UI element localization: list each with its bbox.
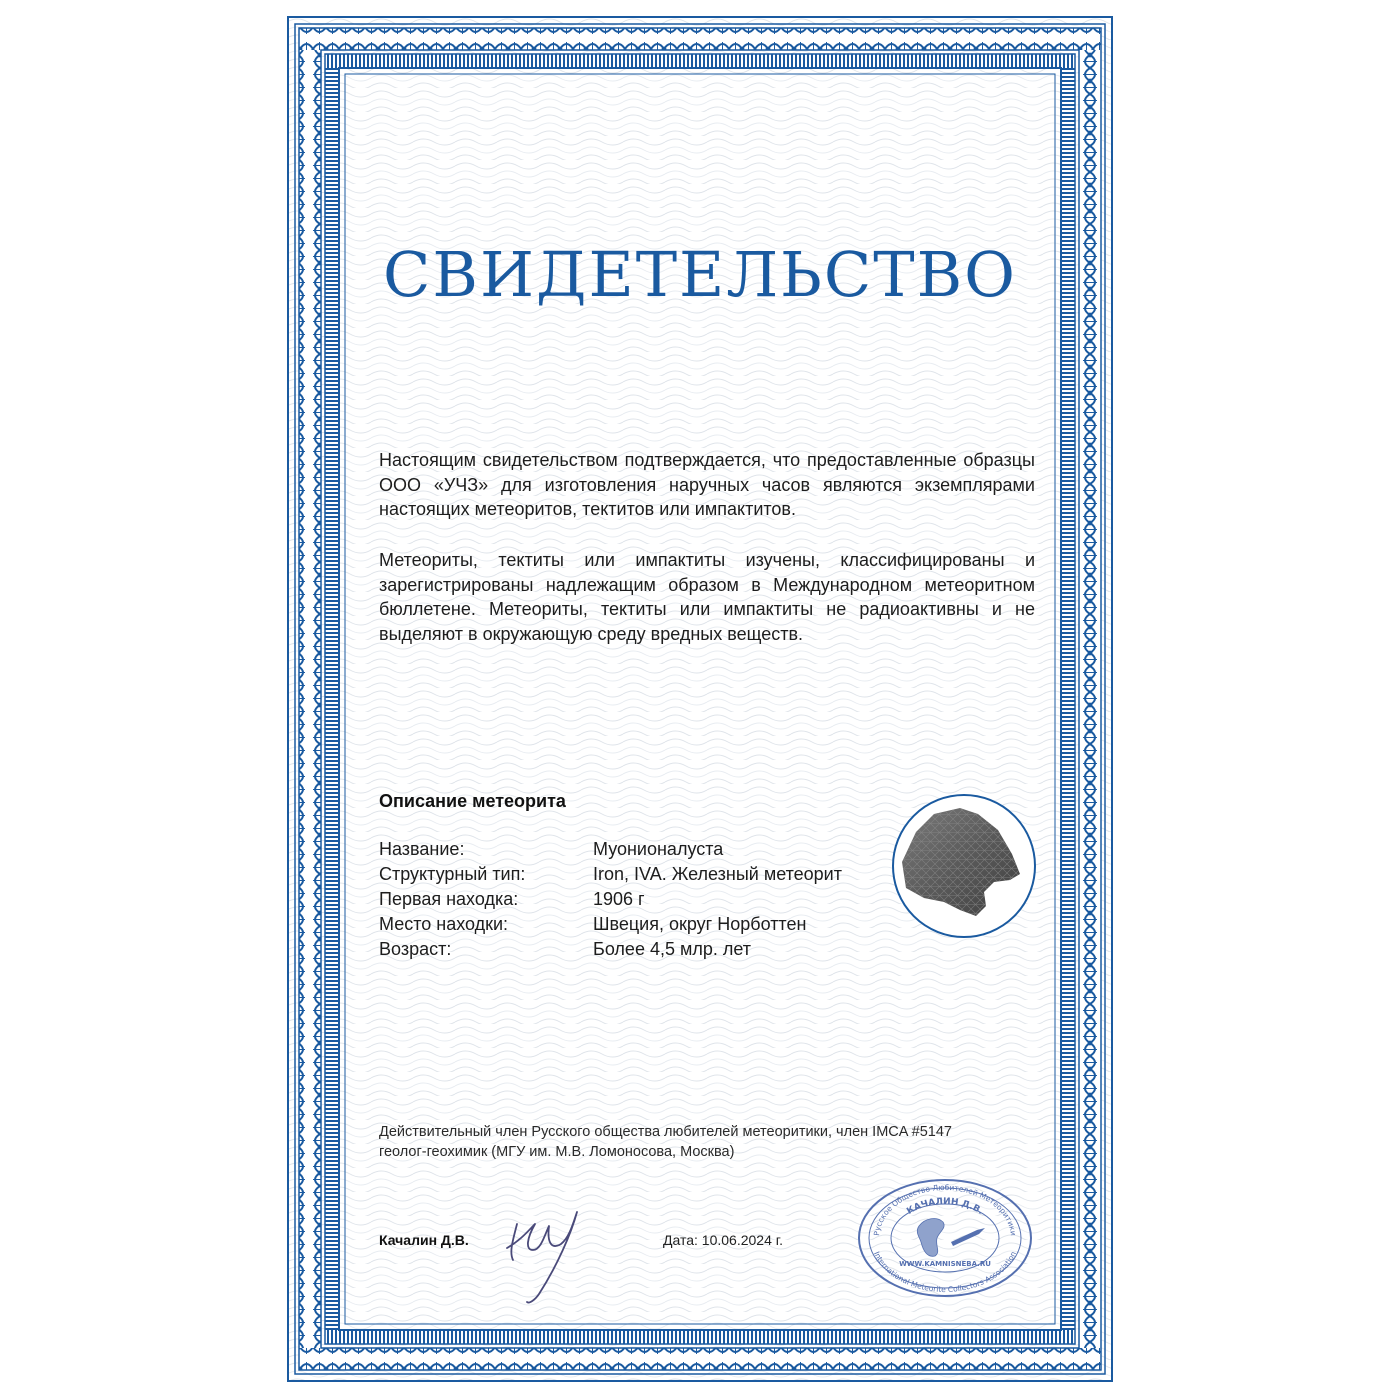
signer-name: Качалин Д.В. <box>379 1232 469 1248</box>
stamp-society: Русское Общество Любителей Метеоритики <box>872 1182 1018 1237</box>
signature-icon <box>499 1194 589 1309</box>
stamp-website: WWW.KAMNISNEBA.RU <box>899 1260 991 1268</box>
spec-label: Место находки: <box>379 914 509 934</box>
meteorite-specs <box>379 839 899 964</box>
stamp-association: International Meteorite Collectors Association <box>871 1249 1019 1295</box>
confirmation-paragraph: Настоящим свидетельством подтверждается, что предоставленные образцы ООО «УЧЗ» для изготовления наручных часов являются экземплярами настоящих метеоритов, тектитов или импактитов. <box>379 450 1035 519</box>
certificate <box>287 16 1113 1382</box>
meteorite-photo-icon <box>890 792 1038 940</box>
spec-label: Структурный тип: <box>379 864 526 884</box>
spec-row <box>379 839 899 864</box>
svg-text:КАЧАЛИН Д.В. <box>905 1197 985 1217</box>
credentials-line: геолог-геохимик (МГУ им. М.В. Ломоносова, Москва) <box>379 1144 735 1160</box>
spec-row <box>379 914 899 939</box>
description-heading: Описание метеорита <box>379 791 566 811</box>
signer-credentials <box>379 1122 952 1162</box>
credentials-line: Действительный член Русского общества любителей метеоритики, член IMCA #5147 <box>379 1124 952 1140</box>
spec-label: Первая находка: <box>379 889 519 909</box>
classification-paragraph: Метеориты, тектиты или импактиты изучены, классифицированы и зарегистрированы надлежащим образом в Международном метеоритном бюллетене. Метеориты, тектиты или импактиты не радиоактивны и не выделяют в окружающую среду вредных веществ. <box>379 550 1035 644</box>
spec-row <box>379 864 899 889</box>
issue-date: Дата: 10.06.2024 г. <box>663 1232 784 1248</box>
stamp-icon <box>853 1176 1037 1300</box>
spec-value: 1906 г <box>593 889 645 909</box>
spec-row <box>379 939 899 964</box>
spec-value: Iron, IVA. Железный метеорит <box>593 864 842 884</box>
spec-row <box>379 889 899 914</box>
certificate-title: СВИДЕТЕЛЬСТВО <box>382 238 1018 311</box>
spec-value: Швеция, округ Норботтен <box>593 914 807 934</box>
stamp-name: КАЧАЛИН Д.В. <box>905 1196 985 1217</box>
spec-value: Более 4,5 млр. лет <box>593 939 752 959</box>
spec-value: Муонионалуста <box>593 839 724 859</box>
spec-label: Название: <box>379 839 465 859</box>
spec-label: Возраст: <box>379 939 452 959</box>
